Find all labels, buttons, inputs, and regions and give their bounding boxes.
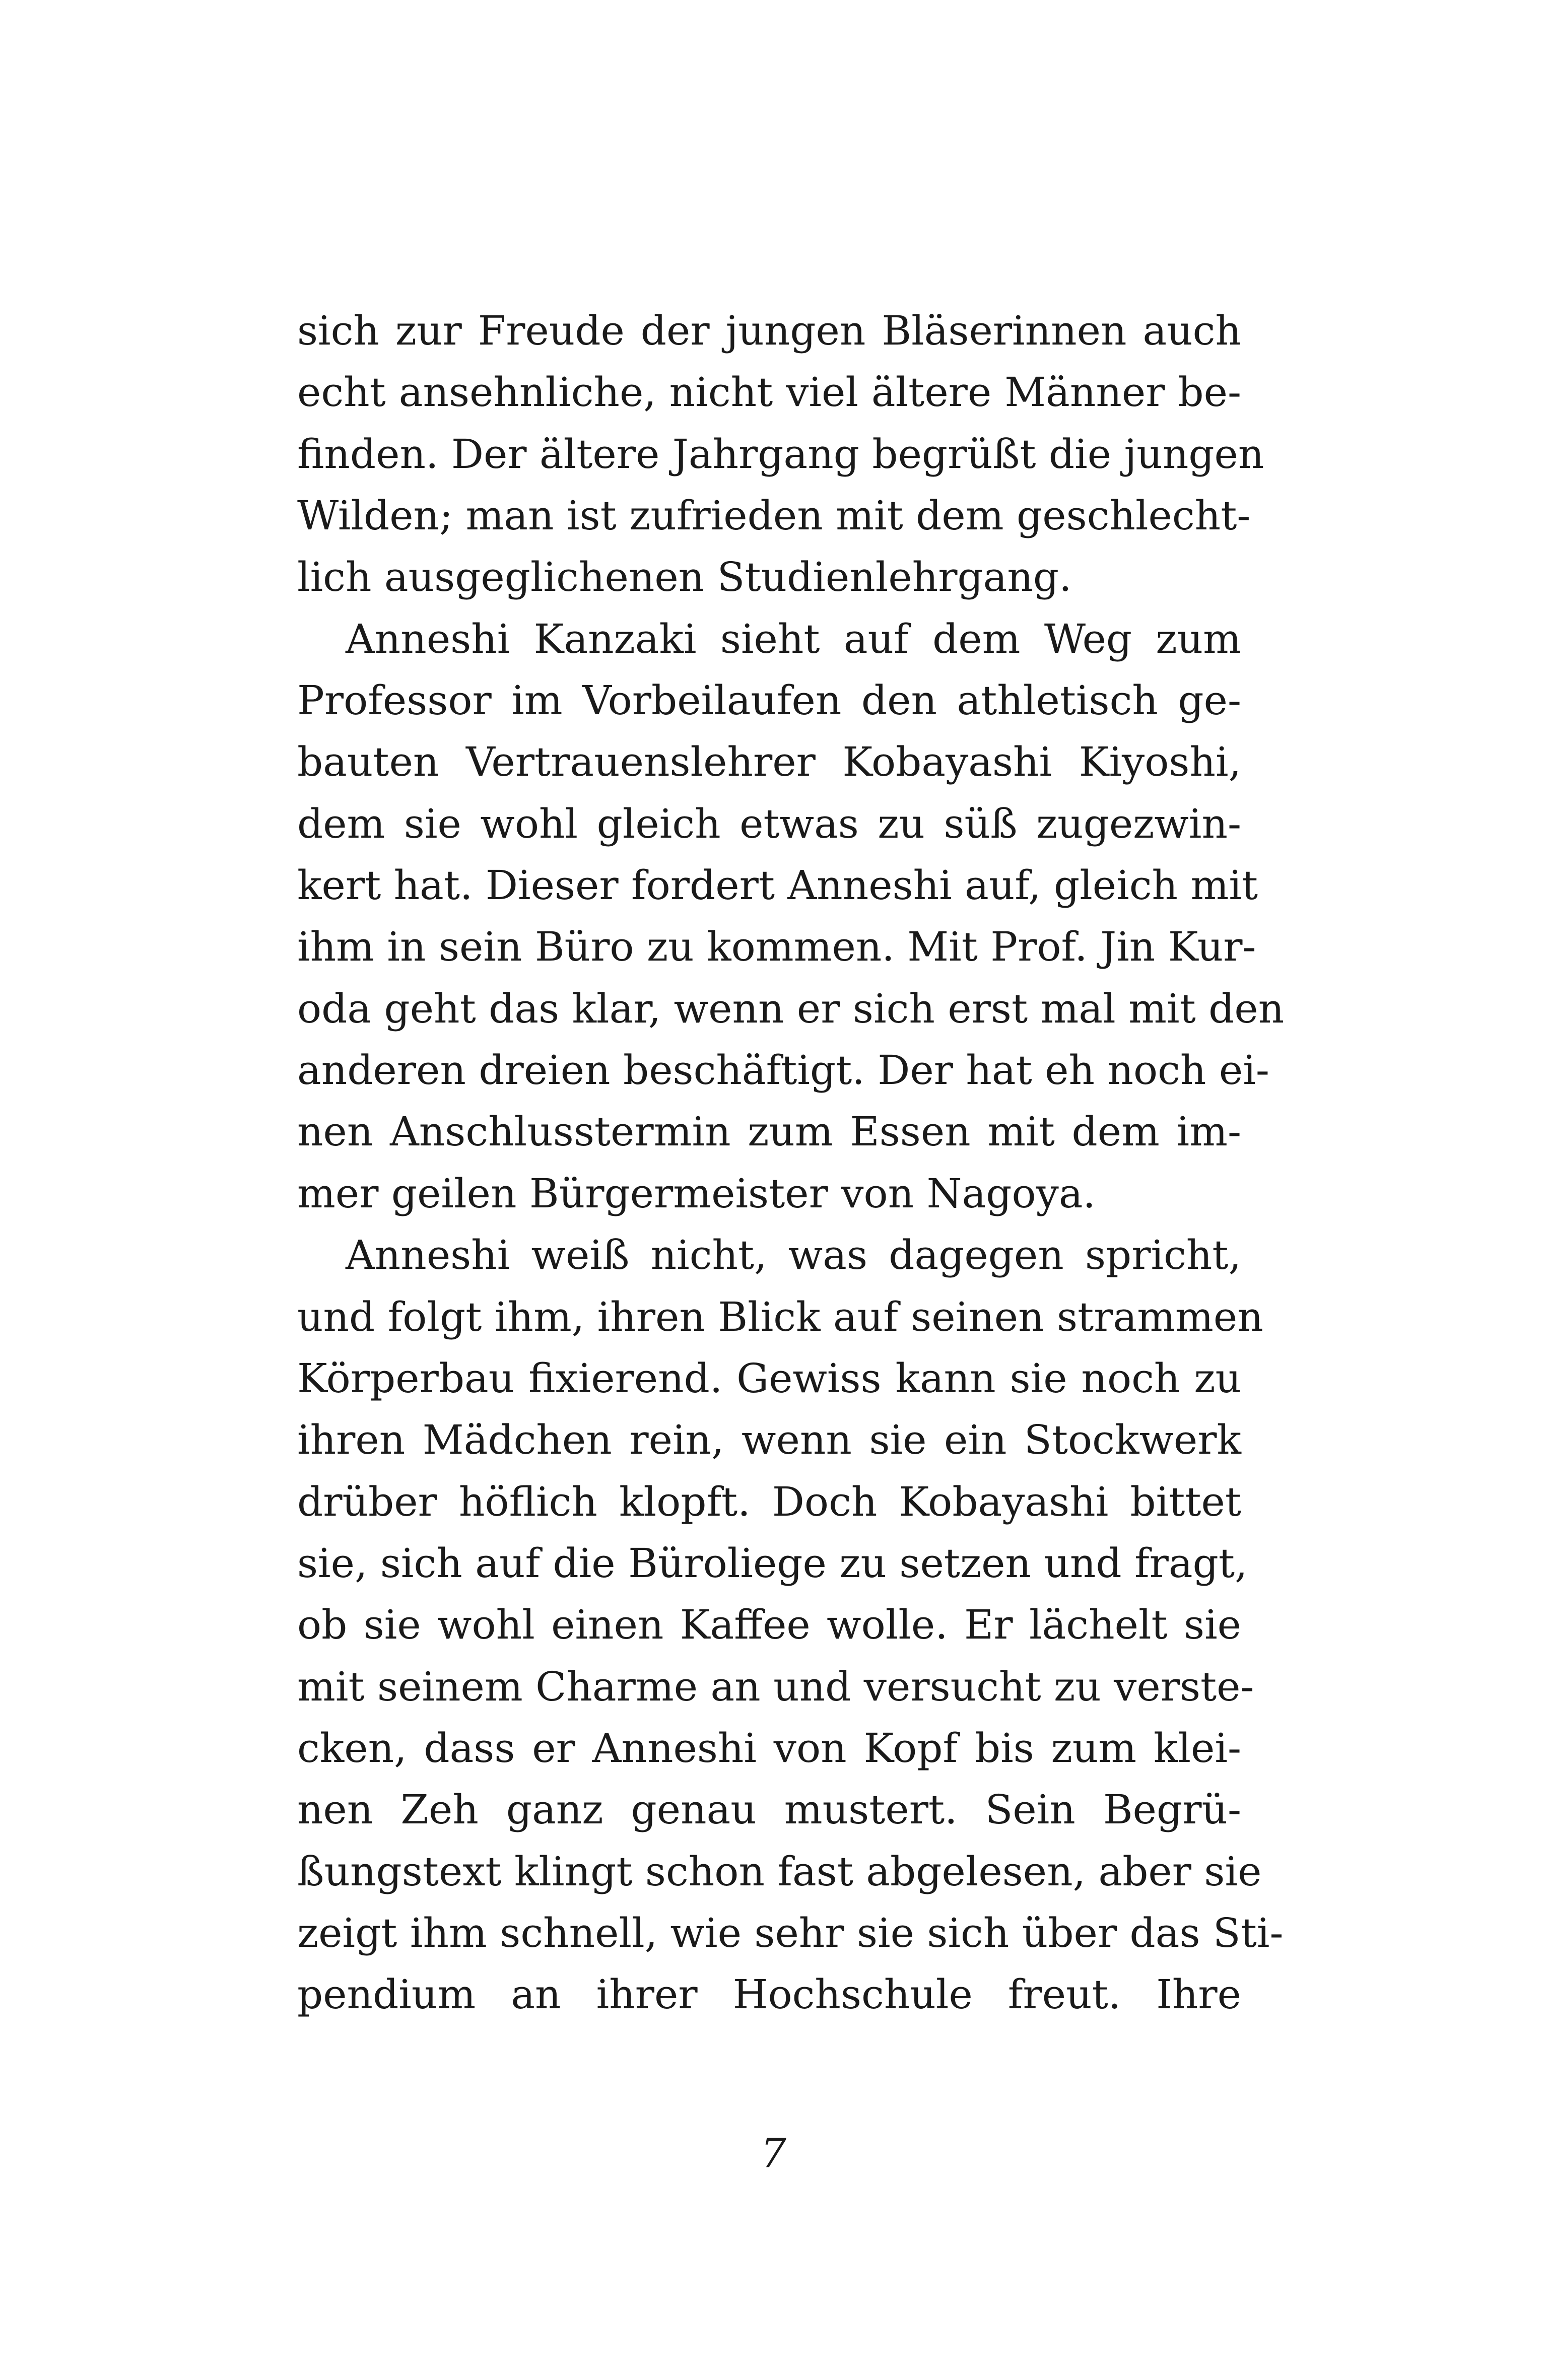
text-line: bauten Vertrauenslehrer Kobayashi Kiyoshi, (297, 738, 1241, 786)
text-line: ihren Mädchen rein, wenn sie ein Stockwerk (297, 1416, 1241, 1464)
text-line: lich ausgeglichenen Studienlehrgang. (297, 554, 1072, 601)
text-line: oda geht das klar, wenn er sich erst mal mit den (297, 985, 1285, 1032)
text-line: echt ansehnliche, nicht viel ältere Männer be- (297, 369, 1241, 416)
text-line: mit seinem Charme an und versucht zu verste- (297, 1663, 1254, 1710)
text-line: cken, dass er Anneshi von Kopf bis zum klei- (297, 1724, 1241, 1772)
text-line: drüber höflich klopft. Doch Kobayashi bittet (297, 1478, 1241, 1525)
text-line: Wilden; man ist zufrieden mit dem geschlecht- (297, 492, 1251, 539)
text-line: ob sie wohl einen Kaffee wolle. Er lächelt sie (297, 1601, 1241, 1649)
page-number: 7 (761, 2130, 786, 2177)
text-line: ßungstext klingt schon fast abgelesen, aber sie (297, 1848, 1262, 1895)
text-line: dem sie wohl gleich etwas zu süß zugezwin- (297, 800, 1241, 847)
text-line: anderen dreien beschäftigt. Der hat eh noch ei- (297, 1047, 1269, 1094)
text-line: sie, sich auf die Büroliege zu setzen und fragt, (297, 1539, 1248, 1587)
text-line: nen Zeh ganz genau mustert. Sein Begrü- (297, 1786, 1241, 1833)
text-line: Professor im Vorbeilaufen den athletisch ge- (297, 677, 1241, 724)
text-line-paragraph-start: Anneshi Kanzaki sieht auf dem Weg zum (346, 615, 1241, 662)
text-line: sich zur Freude der jungen Bläserinnen auch (297, 307, 1241, 354)
text-line: Körperbau fixierend. Gewiss kann sie noch zu (297, 1354, 1241, 1402)
text-line: finden. Der ältere Jahrgang begrüßt die jungen (297, 430, 1264, 478)
page-body-text (297, 300, 1285, 2026)
text-line: und folgt ihm, ihren Blick auf seinen strammen (297, 1293, 1263, 1340)
text-line: ihm in sein Büro zu kommen. Mit Prof. Jin Kur- (297, 923, 1256, 971)
text-line: zeigt ihm schnell, wie sehr sie sich über das Sti- (297, 1909, 1284, 1956)
text-line-paragraph-start: Anneshi weiß nicht, was dagegen spricht, (346, 1232, 1241, 1279)
text-line: pendium an ihrer Hochschule freut. Ihre (297, 1971, 1241, 2018)
text-line: nen Anschlusstermin zum Essen mit dem im- (297, 1108, 1241, 1155)
text-line: kert hat. Dieser fordert Anneshi auf, gleich mit (297, 862, 1258, 909)
text-line: mer geilen Bürgermeister von Nagoya. (297, 1170, 1096, 1217)
